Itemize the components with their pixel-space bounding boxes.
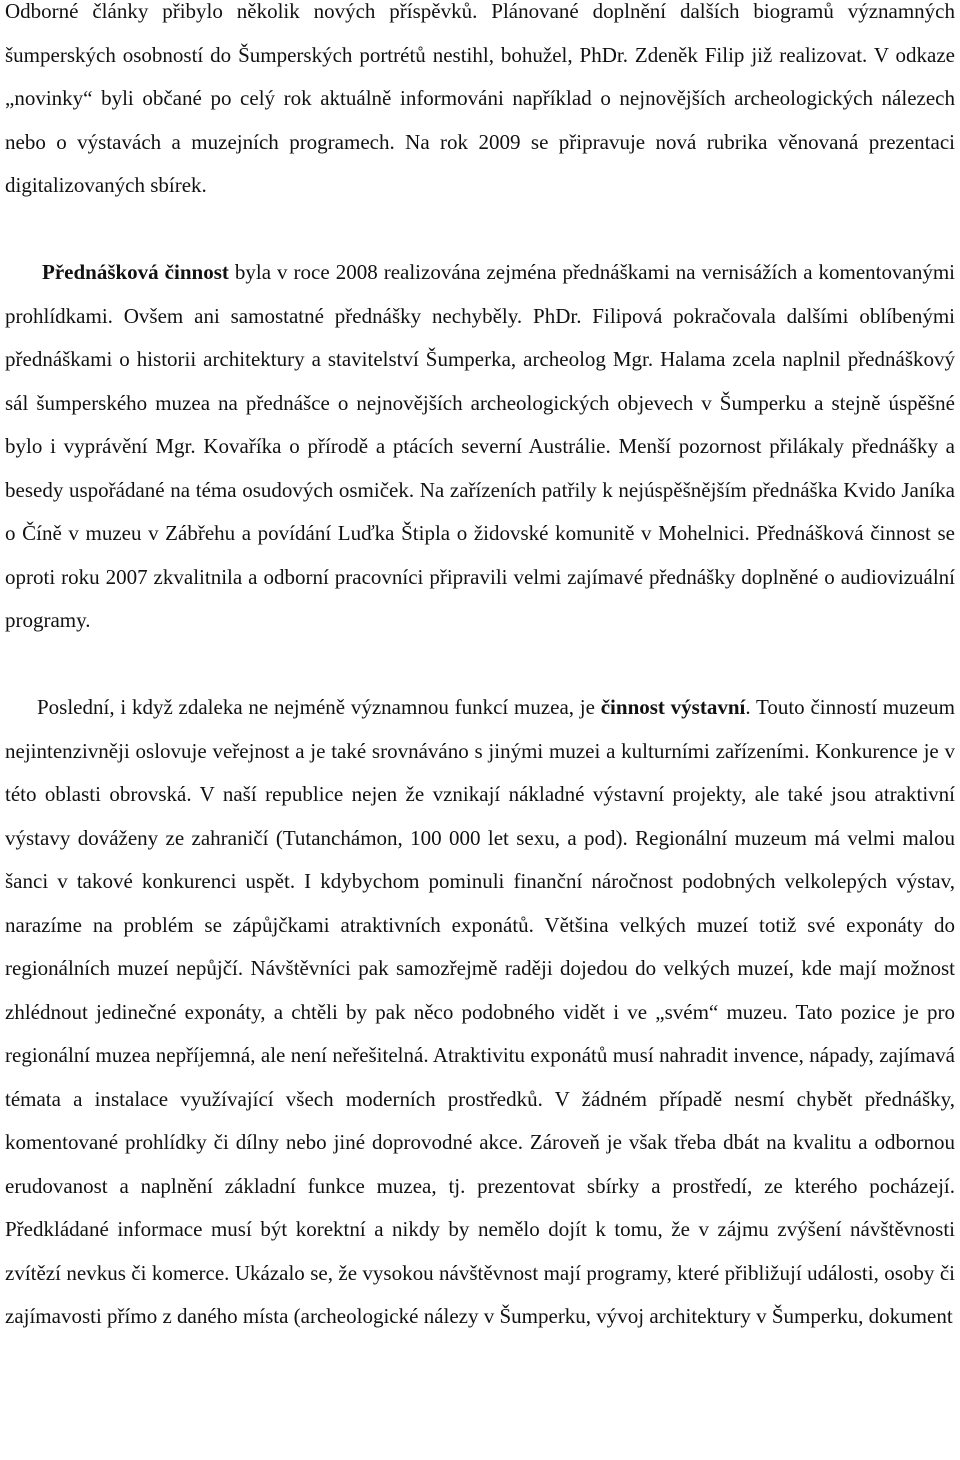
lectures-body: byla v roce 2008 realizována zejména přednáškami na vernisážích a komentovanými prohlídkami. Ovšem ani samostatné přednášky nechyběly. PhDr. Filipová pokračovala dalšími oblíbenými přednáškami o historii architektury a stavitelství Šumperka, archeolog Mgr. Halama zcela naplnil přednáškový sál šumperského muzea na přednášce o nejnovějších archeologických objevech v Šumperku a stejně úspěšné bylo i vyprávění Mgr. Kovaříka o přírodě a ptácích severní Austrálie. Menší pozornost přilákaly přednášky a besedy uspořádané na téma osudových osmiček. Na zařízeních patřily k nejúspěšnějším přednáška Kvido Janíka o Číně v muzeu v Zábřehu a povídání Luďka Štipla o židovské komunitě v Mohelnici. Přednášková činnost se oproti roku 2007 zkvalitnila a odborní pracovníci připravili velmi zajímavé přednášky doplněné o audiovizuální programy.	[5, 260, 956, 632]
paragraph-lectures	[5, 251, 955, 643]
exhibitions-heading: činnost výstavní	[600, 695, 746, 719]
exhibitions-body: . Touto činností muzeum nejintenzivněji oslovuje veřejnost a je také srovnáváno s jinými muzei a kulturními zařízeními. Konkurence je v této oblasti obrovská. V naší republice nejen že vznikají nákladné výstavní projekty, ale také jsou atraktivní výstavy dováženy ze zahraničí (Tutanchámon, 100 000 let sexu, a pod). Regionální muzeum má velmi malou šanci v takové konkurenci uspět. I kdybychom pominuli finanční náročnost podobných velkolepých výstav, narazíme na problém se zápůjčkami atraktivních exponátů. Většina velkých muzeí totiž své exponáty do regionálních muzeí nepůjčí. Návštěvníci pak samozřejmě raději dojedou do velkých muzeí, kde mají možnost zhlédnout jedinečné exponáty, a chtěli by pak něco podobného vidět i ve „svém“ muzeu. Tato pozice je pro regionální muzea nepříjemná, ale není neřešitelná. Atraktivitu exponátů musí nahradit invence, nápady, zajímavá témata a instalace využívající všech moderních prostředků. V žádném případě nesmí chybět přednášky, komentované prohlídky či dílny nebo jiné doprovodné akce. Zároveň je však třeba dbát na kvalitu a odbornou erudovanost a naplnění základní funkce muzea, tj. prezentovat sbírky a prostředí, ze kterého pocházejí. Předkládané informace musí být korektní a nikdy by nemělo dojít k tomu, že v zájmu zvýšení návštěvnosti zvítězí nevkus či komerce. Ukázalo se, že vysokou návštěvnost mají programy, které přibližují události, osoby či zajímavosti přímo z daného místa (archeologické nálezy v Šumperku, vývoj architektury v Šumperku, dokument	[5, 695, 956, 1328]
exhibitions-intro: Poslední, i když zdaleka ne nejméně významnou funkcí muzea, je	[37, 695, 601, 719]
lectures-heading: Přednášková činnost	[42, 260, 229, 284]
paragraph-exhibitions	[5, 686, 955, 1339]
paragraph-articles: Odborné články přibylo několik nových příspěvků. Plánované doplnění dalších biogramů významných šumperských osobností do Šumperských portrétů nestihl, bohužel, PhDr. Zdeněk Filip již realizovat. V odkaze „novinky“ byli občané po celý rok aktuálně informováni například o nejnovějších archeologických nálezech nebo o výstavách a muzejních programech. Na rok 2009 se připravuje nová rubrika věnovaná prezentaci digitalizovaných sbírek.	[5, 0, 955, 197]
